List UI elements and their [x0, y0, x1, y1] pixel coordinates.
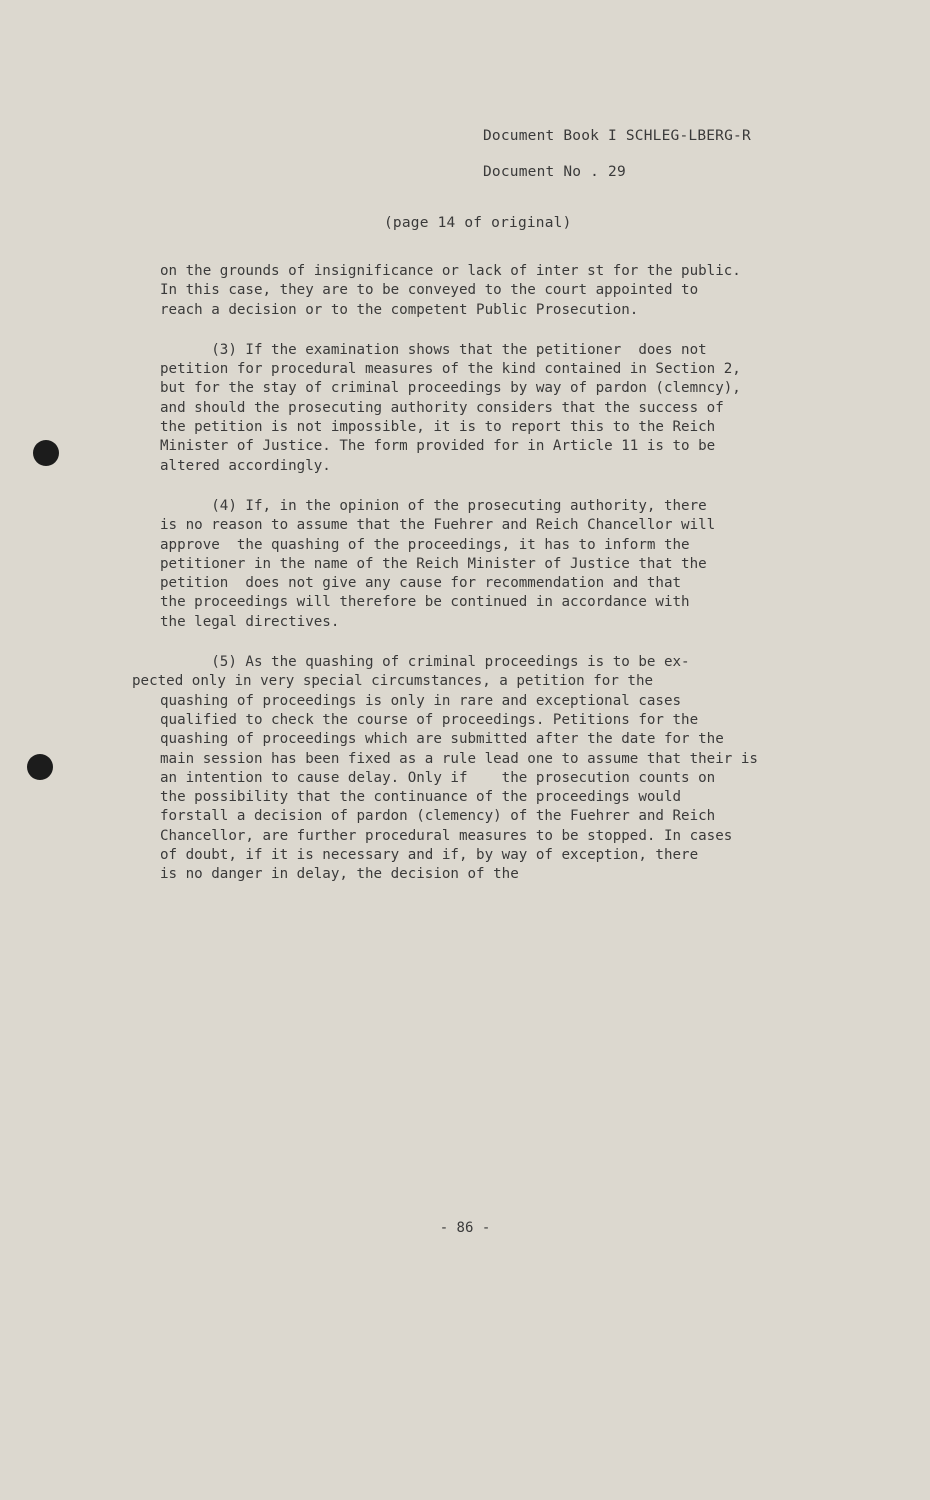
paragraph-continuation — [160, 262, 850, 320]
text-line: forstall a decision of pardon (clemency) of the Fuehrer and Reich — [160, 808, 716, 825]
text-line: petitioner in the name of the Reich Minister of Justice that the — [160, 555, 707, 572]
text-line: reach a decision or to the competent Public Prosecution. — [160, 301, 639, 318]
text-line: (5) As the quashing of criminal proceedings is to be ex- — [160, 654, 690, 671]
text-line: petition for procedural measures of the kind contained in Section 2, — [160, 361, 741, 378]
punch-hole-top — [33, 440, 59, 466]
text-line: is no reason to assume that the Fuehrer and Reich Chancellor will — [160, 517, 716, 534]
text-line: approve the quashing of the proceedings, it has to inform the — [160, 536, 690, 553]
punch-hole-bottom — [27, 754, 53, 780]
paragraph-3 — [160, 341, 850, 476]
text-line: In this case, they are to be conveyed to the court appointed to — [160, 282, 699, 299]
text-line: Chancellor, are further procedural measures to be stopped. In cases — [160, 827, 733, 844]
text-line: but for the stay of criminal proceedings by way of pardon (clemncy), — [160, 380, 741, 397]
text-line: petition does not give any cause for recommendation and that — [160, 575, 682, 592]
text-line: (3) If the examination shows that the petitioner does not — [160, 341, 707, 358]
text-line: the proceedings will therefore be continued in accordance with — [160, 594, 690, 611]
document-body — [132, 262, 850, 906]
text-line: (4) If, in the opinion of the prosecuting authority, there — [160, 497, 707, 514]
text-line: pected only in very special circumstances, a petition for the — [132, 673, 654, 690]
text-line: on the grounds of insignificance or lack of inter st for the public. — [160, 263, 741, 279]
page-number: - 86 - — [439, 1220, 491, 1236]
paragraph-5 — [132, 653, 850, 885]
text-line: is no danger in delay, the decision of the — [160, 866, 519, 883]
text-line: and should the prosecuting authority considers that the success of — [160, 399, 724, 416]
text-line: quashing of proceedings is only in rare and exceptional cases — [160, 692, 682, 709]
text-line: qualified to check the course of proceedings. Petitions for the — [160, 711, 699, 728]
document-book-label: Document Book I SCHLEG-LBERG-R — [483, 128, 751, 144]
page-of-original-label: (page 14 of original) — [384, 215, 572, 231]
text-line: the petition is not impossible, it is to report this to the Reich — [160, 419, 716, 436]
text-line: quashing of proceedings which are submitted after the date for the — [160, 731, 724, 748]
document-number-label: Document No . 29 — [483, 164, 626, 180]
text-line: altered accordingly. — [160, 457, 331, 474]
text-line: of doubt, if it is necessary and if, by way of exception, there — [160, 847, 699, 864]
text-line: main session has been fixed as a rule lead one to assume that their is — [160, 750, 758, 767]
text-line: Minister of Justice. The form provided for in Article 11 is to be — [160, 438, 716, 455]
text-line: the possibility that the continuance of the proceedings would — [160, 789, 682, 806]
text-line: the legal directives. — [160, 613, 340, 630]
text-line: an intention to cause delay. Only if the prosecution counts on — [160, 769, 716, 786]
paragraph-4 — [160, 497, 850, 632]
